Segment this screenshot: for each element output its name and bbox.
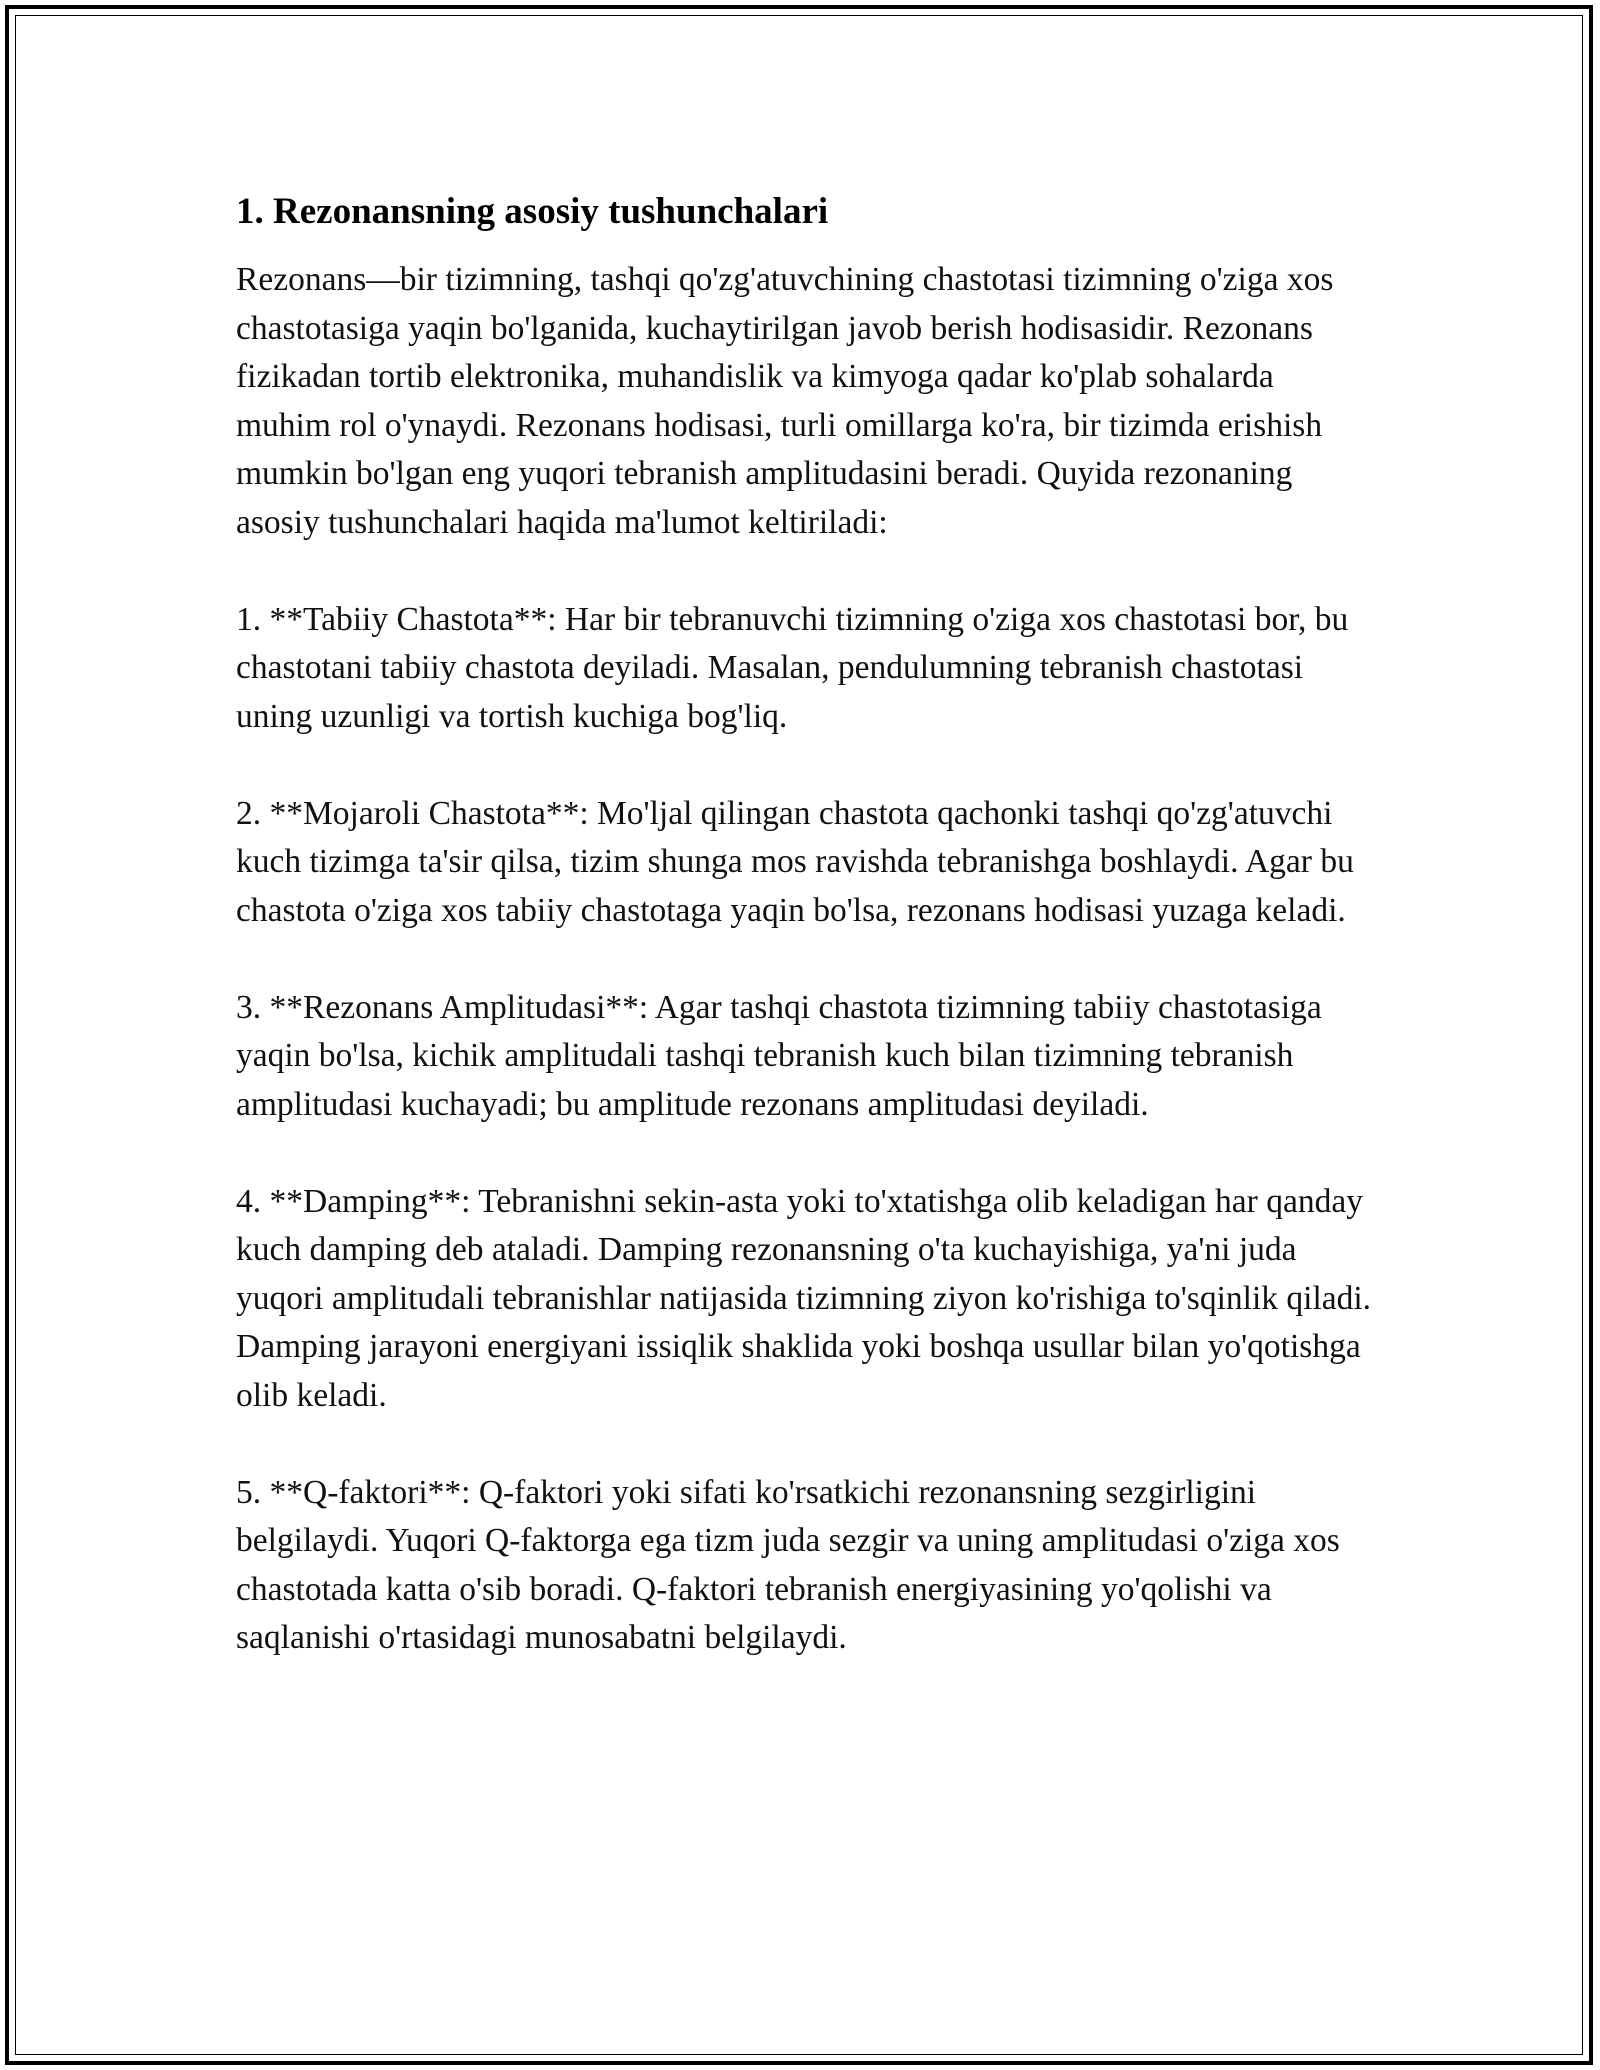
paragraph-natural-frequency: 1. **Tabiiy Chastota**: Har bir tebranuvchi tizimning o'ziga xos chastotasi bor, bu chastotani tabiiy chastota deyiladi. Masalan, pendulumning tebranish chastotasi uning uzunligi va tortish kuchiga bog'liq. bbox=[236, 600, 1349, 735]
document-body bbox=[236, 188, 1376, 1711]
paragraph-resonance-amplitude: 3. **Rezonans Amplitudasi**: Agar tashqi chastota tizimning tabiiy chastotasiga yaqin bo'lsa, kichik amplitudali tashqi tebranish kuch bilan tizimning tebranish amplitudasi kuchayadi; bu amplitude rezonans amplitudasi deyiladi. bbox=[236, 988, 1322, 1123]
paragraph-q-factor: 5. **Q-faktori**: Q-faktori yoki sifati ko'rsatkichi rezonansning sezgirligini belgilaydi. Yuqori Q-faktorga ega tizm juda sezgir va uning amplitudasi o'ziga xos chastotada katta o'sib boradi. Q-faktori tebranish energiyasining yo'qolishi va saqlanishi o'rtasidagi munosabatni belgilaydi. bbox=[236, 1473, 1340, 1656]
paragraph-damping: 4. **Damping**: Tebranishni sekin-asta yoki to'xtatishga olib keladigan har qanday kuch damping deb ataladi. Damping rezonansning o'ta kuchayishiga, ya'ni juda yuqori amplitudali tebranishlar natijasida tizimning ziyon ko'rishiga to'sqinlik qiladi. Damping jarayoni energiyani issiqlik shaklida yoki boshqa usullar bilan yo'qotishga olib keladi. bbox=[236, 1182, 1372, 1414]
intro-paragraph: Rezonans—bir tizimning, tashqi qo'zg'atuvchining chastotasi tizimning o'ziga xos chastotasiga yaqin bo'lganida, kuchaytirilgan javob berish hodisasidir. Rezonans fizikadan tortib elektronika, muhandislik va kimyoga qadar ko'plab sohalarda muhim rol o'ynaydi. Rezonans hodisasi, turli omillarga ko'ra, bir tizimda erishish mumkin bo'lgan eng yuqori tebranish amplitudasini beradi. Quyida rezonaning asosiy tushunchalari haqida ma'lumot keltiriladi: bbox=[236, 261, 1334, 541]
paragraph-driving-frequency: 2. **Mojaroli Chastota**: Mo'ljal qilingan chastota qachonki tashqi qo'zg'atuvchi kuch tizimga ta'sir qilsa, tizim shunga mos ravishda tebranishga boshlaydi. Agar bu chastota o'ziga xos tabiiy chastotaga yaqin bo'lsa, rezonans hodisasi yuzaga keladi. bbox=[236, 794, 1354, 929]
section-heading: 1. Rezonansning asosiy tushunchalari bbox=[236, 191, 829, 232]
